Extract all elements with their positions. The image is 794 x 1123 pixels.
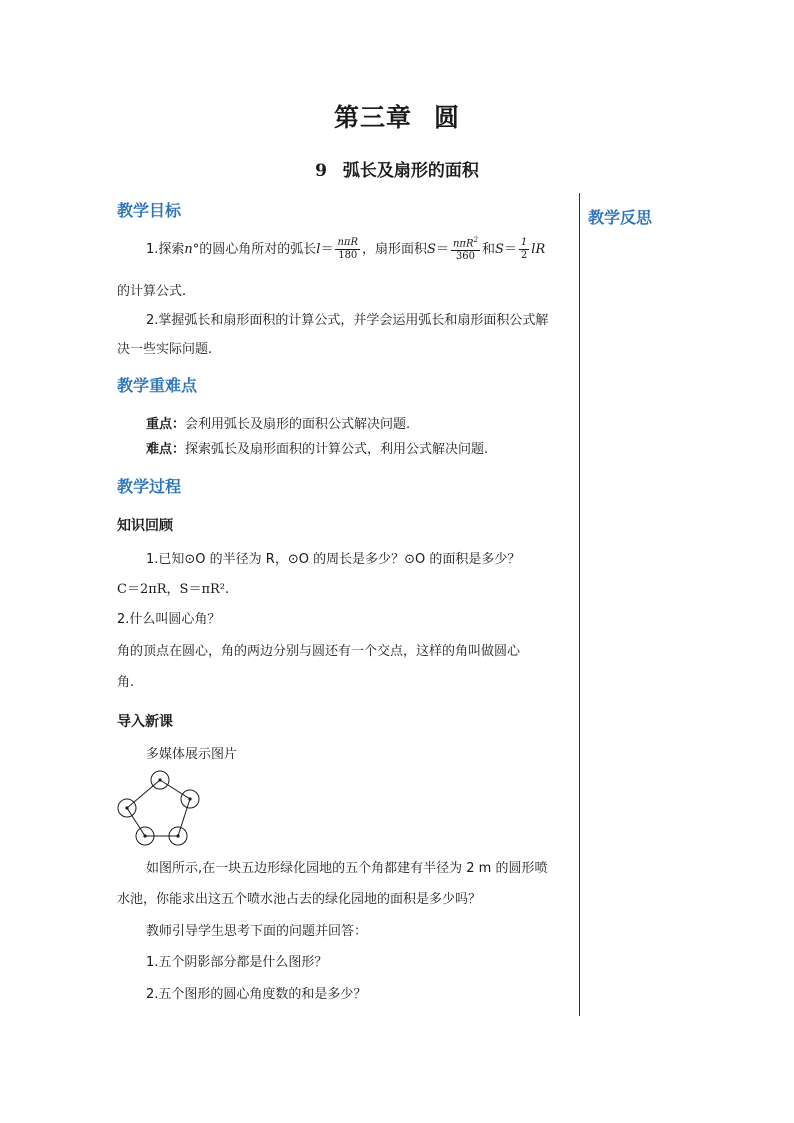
sector-area-fraction bbox=[451, 236, 480, 263]
key-point-line bbox=[146, 413, 410, 432]
intro-paragraph-line2: 水池，你能求出这五个喷水池占去的绿化园地的面积是多少吗？ bbox=[117, 892, 482, 907]
review-answer-1: C＝2πR，S＝πR². bbox=[117, 582, 230, 597]
obj1-prefix: 1.探索 bbox=[146, 242, 185, 258]
lesson-number: 9 bbox=[315, 161, 327, 181]
half-fraction bbox=[519, 237, 529, 262]
frac2-numerator bbox=[451, 236, 480, 251]
var-n: n bbox=[184, 242, 193, 258]
reflection-heading: 教学反思 bbox=[588, 208, 653, 227]
intro-heading: 导入新课 bbox=[117, 714, 173, 730]
difficulty-label: 难点： bbox=[146, 442, 186, 457]
frac2-denominator: 360 bbox=[455, 251, 476, 263]
key-point-label: 重点： bbox=[146, 417, 186, 432]
frac1-numerator: nπR bbox=[337, 237, 359, 249]
intro-media-text: 多媒体展示图片 bbox=[146, 747, 238, 762]
chapter-title bbox=[0, 98, 794, 134]
objective-item-1 bbox=[146, 236, 545, 263]
guide-question-2: 2.五个图形的圆心角度数的和是多少？ bbox=[146, 987, 367, 1002]
chapter-label: 第三章 bbox=[333, 103, 412, 132]
objective-item-1-cont: 的计算公式. bbox=[117, 284, 187, 299]
key-point-text: 会利用弧长及扇形的面积公式解决问题. bbox=[185, 417, 411, 432]
review-question-1: 1.已知⊙O 的半径为 R，⊙O 的周长是多少？⊙O 的面积是多少？ bbox=[146, 552, 521, 567]
lesson-title bbox=[0, 156, 794, 181]
degree-sign: ° bbox=[192, 242, 200, 258]
review-heading: 知识回顾 bbox=[117, 518, 173, 534]
difficulty-text: 探索弧长及扇形面积的计算公式，利用公式解决问题. bbox=[185, 442, 489, 457]
frac1-denominator: 180 bbox=[338, 250, 358, 262]
frac3-numerator: 1 bbox=[520, 237, 528, 249]
obj1-mid: 的圆心角所对的弧长 bbox=[199, 242, 317, 258]
review-question-2: 2.什么叫圆心角？ bbox=[117, 612, 221, 627]
teacher-guide-text: 教师引导学生思考下面的问题并回答： bbox=[146, 924, 368, 939]
arc-length-fraction bbox=[335, 237, 360, 262]
guide-question-1: 1.五个阴影部分都是什么图形？ bbox=[146, 955, 328, 970]
frac2-num-text: nπR bbox=[452, 238, 474, 250]
pentagon-fountain-figure bbox=[116, 770, 206, 850]
column-divider bbox=[579, 193, 580, 1016]
review-answer-2-line1: 角的顶点在圆心，角的两边分别与圆还有一个交点，这样的角叫做圆心 bbox=[117, 644, 521, 659]
objective-item-2-line1: 2.掌握弧长和扇形面积的计算公式，并学会运用弧长和扇形面积公式解 bbox=[146, 313, 549, 328]
lesson-title-text: 弧长及扇形的面积 bbox=[342, 161, 479, 181]
var-l: l bbox=[316, 242, 321, 258]
obj1-and: 和 bbox=[481, 242, 495, 258]
process-heading: 教学过程 bbox=[117, 477, 182, 496]
var-s-2: S bbox=[495, 242, 504, 258]
frac2-exponent: 2 bbox=[473, 236, 478, 244]
intro-paragraph-line1: 如图所示,在一块五边形绿化园地的五个角都建有半径为 2 m 的圆形喷 bbox=[146, 861, 548, 876]
objective-item-2-line2: 决一些实际问题. bbox=[117, 342, 213, 357]
var-lr: lR bbox=[531, 242, 546, 258]
review-answer-2-line2: 角. bbox=[117, 675, 135, 690]
equals-sign-2: ＝ bbox=[435, 242, 449, 258]
chapter-name: 圆 bbox=[434, 103, 461, 132]
key-points-heading: 教学重难点 bbox=[117, 376, 198, 395]
equals-sign: ＝ bbox=[320, 242, 334, 258]
equals-sign-3: ＝ bbox=[503, 242, 517, 258]
frac3-denominator: 2 bbox=[520, 250, 528, 262]
obj1-area-label: ，扇形面积 bbox=[362, 242, 428, 258]
difficulty-line bbox=[146, 438, 488, 457]
objectives-heading: 教学目标 bbox=[117, 201, 182, 220]
var-s: S bbox=[427, 242, 436, 258]
